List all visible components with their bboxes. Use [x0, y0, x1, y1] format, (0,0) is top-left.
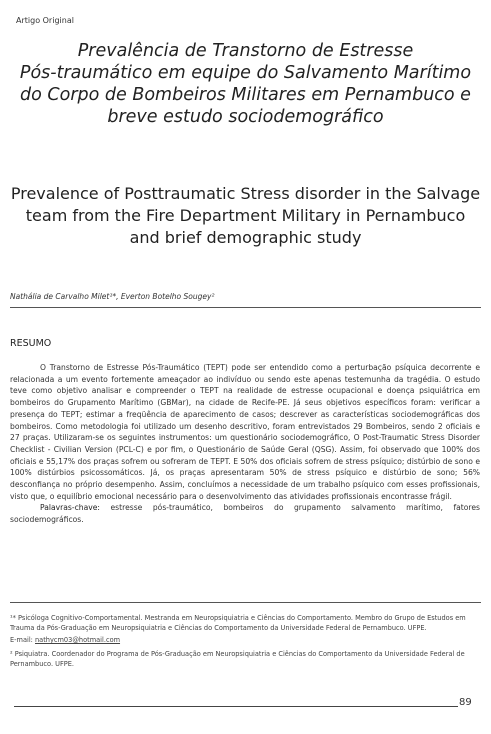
footnote-divider: [10, 602, 481, 603]
footnote-2: ² Psiquiatra. Coordenador do Programa de Pós-Graduação em Neuropsiquiatria e Ciências do Comportamento da Universidade Federal de Pernambuco. UFPE.: [10, 649, 465, 668]
title-pt-line: breve estudo sociodemográfico: [107, 107, 384, 127]
keywords-text: estresse pós-traumático, bombeiros do grupamento salvamento marítimo, fatores sociodemográficos.: [10, 503, 480, 525]
footnotes: [10, 613, 480, 671]
title-portuguese: [8, 40, 483, 128]
title-en-line: and brief demographic study: [129, 228, 362, 247]
title-pt-line: do Corpo de Bombeiros Militares em Pernambuco e: [20, 85, 471, 105]
title-en-line: Prevalence of Posttraumatic Stress disorder in the Salvage: [10, 184, 481, 203]
title-english: [8, 183, 483, 249]
footer-line: [14, 706, 458, 707]
authors: Nathália de Carvalho Milet¹*, Everton Botelho Sougey²: [10, 292, 215, 301]
title-en-line: team from the Fire Department Military in Pernambuco: [25, 206, 466, 225]
title-pt-line: Pós-traumático em equipe do Salvamento Marítimo: [19, 63, 472, 83]
keywords: [10, 502, 480, 525]
title-pt-line: Prevalência de Transtorno de Estresse: [77, 41, 414, 61]
authors-divider: [10, 307, 481, 308]
abstract-text: O Transtorno de Estresse Pós-Traumático (TEPT) pode ser entendido como a perturbação psíquica decorrente e relacionada a um evento fortemente ameaçador ao indivíduo ou sendo este apenas testemunha da tragédia. O estudo teve como objetivo analisar e compreender o TEPT na realidade de estresse ocupacional e doença psiquiátrica em bombeiros do Grupamento Marítimo (GBMar), na cidade de Recife-PE. Já seus objetivos específicos foram: verificar a presença do TEPT; estimar a freqüência de aparecimento de casos; descrever as características sociodemográficas dos bombeiros. Como metodologia foi utilizado um desenho descritivo, foram entrevistados 29 Bombeiros, sendo 2 oficiais e 27 praças. Utilizaram-se os seguintes instrumentos: um questionário sociodemográfico, O Post-Traumatic Stress Disorder Checklist - Civilian Version (PCL-C) e por fim, o Questionário de Saúde Geral (QSG). Assim, foi observado que 100% dos oficiais e 55,17% dos praças sofrem ou sofreram de TEPT. E 50% dos oficiais sofrem de stress psíquico; distúrbio de sono e 100% distúrbios psicossomáticos. Já, os praças apresentaram 50% de stress psíquico e distúrbio de sono; 56% desconfiança no próprio desempenho. Assim, concluímos a necessidade de um trabalho psíquico com esses profissionais, visto que, o equilíbrio emocional necessário para o desenvolvimento das atividades profissionais encontrasse frágil.: [10, 363, 480, 501]
abstract-body: [10, 362, 480, 526]
abstract-heading: RESUMO: [10, 338, 52, 349]
email-label: E-mail:: [10, 636, 35, 645]
section-label: Artigo Original: [16, 16, 74, 25]
keywords-label: Palavras-chave:: [40, 503, 100, 513]
page-number: 89: [459, 697, 472, 708]
footnote-email: [10, 635, 480, 645]
email-link[interactable]: nathycm03@hotmail.com: [35, 636, 121, 645]
footnote-1: ¹* Psicóloga Cognitivo-Comportamental. Mestranda em Neuropsiquiatria e Ciências do Comportamento. Membro do Grupo de Estudos em Trauma da Pós-Graduação em Neuropsiquiatria e Ciências do Comportamento da Universidade Federal de Pernambuco. UFPE.: [10, 614, 466, 633]
